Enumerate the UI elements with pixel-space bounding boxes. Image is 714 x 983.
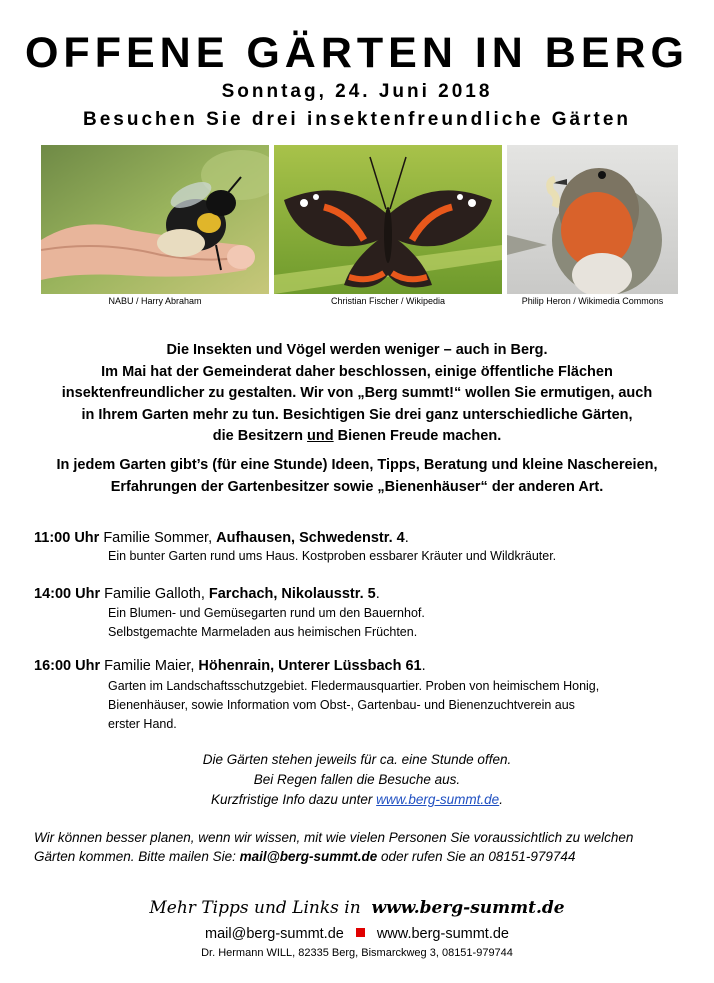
footer-website[interactable]: www.berg-summt.de [376,926,509,942]
description-line: Garten im Landschaftsschutzgebiet. Fledermausquartier. Proben von heimischem Honig, [108,679,600,693]
intro-text: die Besitzern [212,428,308,444]
schedule-item-description [108,677,599,734]
robin-photo [507,145,678,294]
closing-line: Die Gärten stehen jeweils für ca. eine Stunde offen. [202,752,512,767]
schedule-place: Höhenrain, Unterer Lüssbach 61 [198,658,422,674]
schedule-family: Familie Maier, [100,658,199,674]
punctuation: . [404,530,409,546]
page-title: OFFENE GÄRTEN IN BERG [24,29,690,77]
schedule-time: 11:00 Uhr [34,530,100,546]
intro-line [0,426,714,448]
page-subtitle: Besuchen Sie drei insektenfreundliche Gärten [82,109,631,130]
schedule-item-description [108,547,556,566]
more-tips-label: Mehr Tipps und Links in [149,898,361,918]
schedule-item-heading [34,584,380,604]
planning-note [34,828,694,866]
plan-text: Gärten kommen. Bitte mailen Sie: [34,849,240,864]
intro-paragraph [0,340,714,448]
intro-line: in Ihrem Garten mehr zu tun. Besichtigen Sie drei ganz unterschiedliche Gärten, [81,406,633,423]
schedule-time: 14:00 Uhr [34,586,101,602]
schedule-family: Familie Galloth, [100,586,209,602]
closing-notes [0,750,714,810]
photo-caption: Christian Fischer / Wikipedia [330,296,446,306]
email-address[interactable]: mail@berg-summt.de [239,849,378,864]
butterfly-photo [274,145,502,294]
website-link[interactable]: www.berg-summt.de [376,792,500,807]
closing-text: Kurzfristige Info dazu unter [211,792,377,807]
photo-caption: NABU / Harry Abraham [108,296,202,306]
underlined-word: und [307,428,334,444]
schedule-item-description [108,604,425,642]
closing-line: Bei Regen fallen die Besuche aus. [253,772,461,787]
contact-line [0,925,714,943]
more-tips-url[interactable]: www.berg-summt.de [371,898,565,918]
schedule-place: Aufhausen, Schwedenstr. 4 [216,530,405,546]
punctuation: . [375,586,380,602]
intro-line: Erfahrungen der Gartenbesitzer sowie „Bienenhäuser“ der anderen Art. [110,478,604,495]
description-line: Ein bunter Garten rund ums Haus. Kostproben essbarer Kräuter und Wildkräuter. [108,549,557,563]
footer-email[interactable]: mail@berg-summt.de [205,926,344,942]
intro-line: insektenfreundlicher zu gestalten. Wir von „Berg summt!“ wollen Sie ermutigen, auch [61,385,653,401]
intro-line: Im Mai hat der Gemeinderat daher beschlossen, einige öffentliche Flächen [101,363,613,380]
description-line: Bienenhäuser, sowie Information vom Obst-, Gartenbau- und Bienenzuchtverein aus [108,698,575,712]
intro-text: Bienen Freude machen. [333,428,502,444]
footer-address: Dr. Hermann WILL, 82335 Berg, Bismarckweg 3, 08151-979744 [201,947,513,959]
more-tips-line [0,897,714,919]
plan-line [34,847,694,866]
bumblebee-photo [41,145,269,294]
intro-paragraph-2 [0,455,714,498]
description-line: Ein Blumen- und Gemüsegarten rund um den Bauernhof. [108,606,425,620]
intro-line: Die Insekten und Vögel werden weniger – auch in Berg. [166,342,548,358]
description-line: Selbstgemachte Marmeladen aus heimischen Früchten. [108,625,418,639]
description-line: erster Hand. [108,717,177,731]
schedule-item-heading [34,528,409,548]
schedule-item-heading [34,656,426,676]
event-date: Sonntag, 24. Juni 2018 [221,81,493,102]
plan-text: oder rufen Sie an 08151-979744 [377,849,576,864]
closing-line [0,790,714,810]
schedule-time: 16:00 Uhr [34,658,101,674]
plan-line: Wir können besser planen, wenn wir wissen, mit wie vielen Personen Sie voraussichtlich zu welchen [34,830,634,845]
schedule-family: Familie Sommer, [99,530,217,546]
closing-text: . [499,792,503,807]
punctuation: . [421,658,426,674]
schedule-place: Farchach, Nikolausstr. 5 [208,586,376,602]
photo-caption: Philip Heron / Wikimedia Commons [521,296,664,306]
separator-square-icon [356,928,365,937]
intro-line: In jedem Garten gibt’s (für eine Stunde) Ideen, Tipps, Beratung und kleine Naschereien, [56,457,658,473]
